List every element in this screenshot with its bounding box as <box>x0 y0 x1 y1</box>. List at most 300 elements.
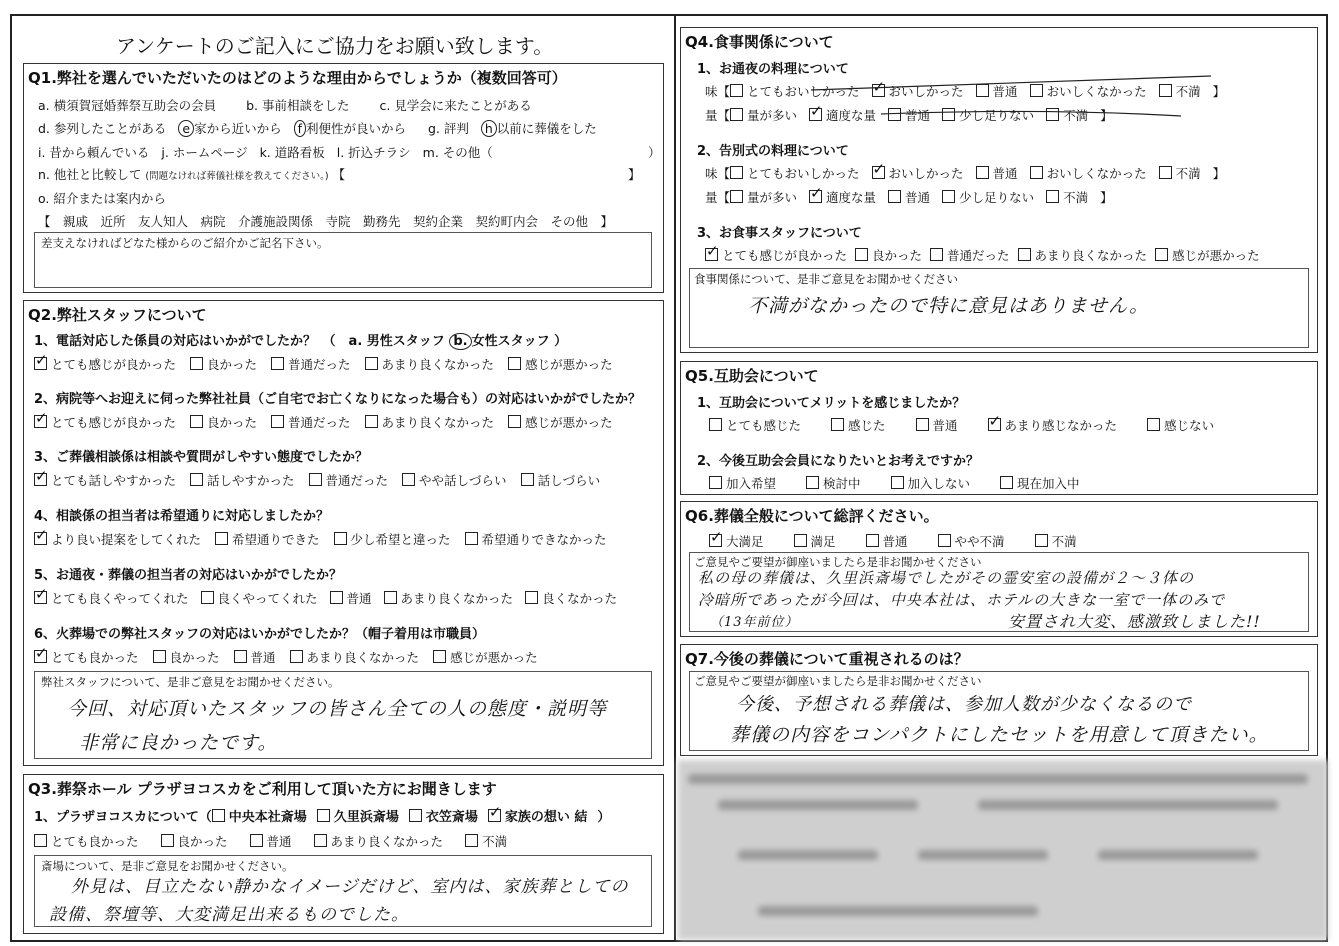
checkbox-icon[interactable] <box>916 418 929 431</box>
q2-s5-options-option-label: 良くやってくれた <box>217 591 318 606</box>
q4-s2-taste-options-option-label: 不満 <box>1175 166 1201 181</box>
q2-s2-options-option-label: あまり良くなかった <box>381 415 495 430</box>
q3-hall-option-3[interactable] <box>409 810 478 825</box>
q3-options-option-3[interactable] <box>250 834 292 849</box>
q1-option-m[interactable]: m. その他（ <box>422 145 493 160</box>
q1-option-k[interactable]: k. 道路看板 <box>259 145 325 160</box>
checkbox-icon[interactable] <box>730 166 743 179</box>
q5-s1-options-option-label: 感じない <box>1164 418 1215 433</box>
q6-section <box>680 501 1318 637</box>
q6-title: Q6.葬儀全般について総評ください。 <box>685 507 939 525</box>
q3-options-option-4[interactable] <box>314 834 444 849</box>
q4-s1-taste-options-option-label: 普通 <box>992 84 1018 99</box>
checkbox-icon[interactable] <box>250 834 263 847</box>
q4-s2-qty-options-option-label: 量が多い <box>747 190 798 205</box>
q2-s6-options-option-3[interactable] <box>234 650 276 665</box>
checkbox-icon[interactable] <box>521 473 534 486</box>
checkbox-icon[interactable] <box>1030 166 1043 179</box>
q2-s4-options <box>34 530 621 548</box>
q2-s5-options-option-2[interactable] <box>201 591 318 606</box>
checkbox-icon[interactable] <box>309 473 322 486</box>
q1-referral-list: 【 親戚 近所 友人知人 病院 介護施設関係 寺院 勤務先 契約企業 契約町内会 その他 】 <box>38 214 614 229</box>
q4-s2-qty-options-option-label: 不満 <box>1063 190 1089 205</box>
q4-s1-qty-options-option-label: 適度な量 <box>826 108 877 123</box>
q4-s3-options-option-label: 普通だった <box>947 248 1010 263</box>
q4-s3-title: 3、お食事スタッフについて <box>697 226 862 241</box>
q1-option-n-note: (問題なければ葬儀社様を教えてください。) <box>145 171 329 182</box>
checkbox-icon[interactable] <box>709 476 722 489</box>
q6-options-option-4[interactable] <box>938 534 1005 549</box>
q4-s2-taste-options-option-1[interactable] <box>730 166 860 181</box>
checkbox-icon[interactable] <box>234 650 247 663</box>
q2-s2-options-option-label: 良かった <box>207 415 258 430</box>
q2-s4-options-option-4[interactable] <box>465 532 607 547</box>
checkbox-icon[interactable] <box>34 532 47 545</box>
q2-s4-options-option-1[interactable] <box>34 532 201 547</box>
checkbox-icon[interactable] <box>190 473 203 486</box>
q4-s2-taste-label: 味【 <box>705 166 731 181</box>
q1-option-g[interactable]: g. 評判 <box>427 121 469 136</box>
q2-s6-title: 6、火葬場での弊社スタッフの対応はいかがでしたか？（帽子着用は市職員） <box>34 627 486 642</box>
checkbox-icon[interactable] <box>1046 190 1059 203</box>
q1-option-a[interactable]: a. 横須賀冠婚葬祭互助会の会員 <box>38 98 217 113</box>
q4-s2-taste-options-option-label: とてもおいしかった <box>747 166 860 181</box>
checkbox-icon[interactable] <box>365 415 378 428</box>
q2-s4-options-option-3[interactable] <box>334 532 451 547</box>
q5-s2-options-option-label: 検討中 <box>823 476 861 491</box>
q5-s1-options-option-label: とても感じた <box>726 418 802 433</box>
q4-s2-qty-options-option-4[interactable] <box>942 190 1034 205</box>
q4-s2-taste-options-option-3[interactable] <box>976 166 1018 181</box>
q2-s5-options-option-5[interactable] <box>525 591 617 606</box>
q1-option-d[interactable]: d. 参列したことがある <box>38 121 167 136</box>
q4-s1-qty-options-option-label: 普通 <box>905 108 931 123</box>
q2-section <box>23 300 664 766</box>
q2-s3-options-option-4[interactable] <box>402 473 507 488</box>
q6-options-option-5[interactable] <box>1035 534 1077 549</box>
checkbox-icon[interactable] <box>1000 476 1013 489</box>
q2-s4-options-option-label: 少し希望と違った <box>350 532 451 547</box>
q3-hall-option-2[interactable] <box>317 810 399 825</box>
q1-section <box>23 63 664 293</box>
q2-comment-label: 弊社スタッフについて、是非ご意見をお聞かせください。 <box>41 675 340 689</box>
q2-s6-options-option-label: 普通 <box>250 650 276 665</box>
q1-option-i[interactable]: i. 昔から頼んでいる <box>38 145 150 160</box>
checkbox-icon[interactable] <box>433 650 446 663</box>
q6-options-option-2[interactable] <box>794 534 836 549</box>
q5-section <box>680 361 1318 495</box>
checkbox-icon[interactable] <box>866 534 879 547</box>
checkbox-icon[interactable] <box>705 248 718 261</box>
q3-hall-option-4[interactable] <box>488 810 588 825</box>
q4-s2-qty-row <box>705 188 1113 206</box>
q4-s3-options-option-label: あまり良くなかった <box>1034 248 1148 263</box>
q2-s3-options-option-label: とても話しやすかった <box>51 473 177 488</box>
q4-s2-qty-options-option-3[interactable] <box>888 190 930 205</box>
q2-comment-box[interactable] <box>34 671 652 759</box>
checkbox-icon[interactable] <box>1155 248 1168 261</box>
q5-s2-options-option-1[interactable] <box>709 476 776 491</box>
q4-s2-taste-options-option-4[interactable] <box>1030 166 1147 181</box>
q5-s1-options <box>709 416 1244 434</box>
checkbox-icon[interactable] <box>709 534 722 547</box>
q4-s2-taste-row <box>705 164 1225 182</box>
q1-row4 <box>38 165 345 183</box>
q1-option-e[interactable]: 家から近いから <box>194 121 282 136</box>
checkbox-icon[interactable] <box>190 357 203 370</box>
q4-s1-taste-options-option-label: とてもおいしかった <box>747 84 860 99</box>
checkbox-icon[interactable] <box>290 650 303 663</box>
checkbox-icon[interactable] <box>34 473 47 486</box>
checkbox-icon[interactable] <box>34 834 47 847</box>
checkbox-icon[interactable] <box>891 476 904 489</box>
q6-options-option-label: 不満 <box>1051 534 1077 549</box>
q5-s1-options-option-5[interactable] <box>1147 418 1214 433</box>
q4-s2-qty-options-option-1[interactable] <box>730 190 797 205</box>
checkbox-icon[interactable] <box>942 190 955 203</box>
q5-s1-options-option-label: あまり感じなかった <box>1004 418 1118 433</box>
q2-s3-options-option-label: 話しやすかった <box>207 473 295 488</box>
q3-options-option-label: あまり良くなかった <box>330 834 444 849</box>
q5-s2-options-option-label: 現在加入中 <box>1017 476 1080 491</box>
q4-s1-title: 1、お通夜の料理について <box>697 62 849 77</box>
q4-s3-options-option-label: とても感じが良かった <box>722 248 848 263</box>
checkbox-icon[interactable] <box>508 357 521 370</box>
q3-comment-box[interactable] <box>34 855 652 927</box>
q5-s1-options-option-4[interactable] <box>988 418 1118 433</box>
q3-options-option-5[interactable] <box>465 834 507 849</box>
q3-options-option-label: 不満 <box>482 834 508 849</box>
q1-option-n[interactable]: n. 他社と比較して <box>38 167 142 182</box>
checkbox-icon[interactable] <box>384 591 397 604</box>
q6-handwritten-line2: 冷暗所であったが今回は、中央本社は、ホテルの大きな一室で一体のみで <box>698 591 1226 609</box>
q2-s1-female-circle[interactable]: b. <box>449 333 471 350</box>
q3-title: Q3.葬祭ホール プラザヨコスカをご利用して頂いた方にお聞きします <box>28 780 497 798</box>
checkbox-icon[interactable] <box>334 532 347 545</box>
q5-s1-options-option-3[interactable] <box>916 418 958 433</box>
q1-circle-e[interactable]: e <box>178 120 194 137</box>
q2-s1-options-option-5[interactable] <box>508 357 613 372</box>
q4-s2-taste-options-option-label: おいしかった <box>888 166 964 181</box>
q4-s1-taste-options-option-label: おいしくなかった <box>1046 84 1147 99</box>
q4-s3-options-option-2[interactable] <box>855 248 922 263</box>
q3-s1-close: ） <box>597 810 611 825</box>
checkbox-icon[interactable] <box>465 834 478 847</box>
q2-s5-options-option-1[interactable] <box>34 591 189 606</box>
q4-s1-qty-close: 】 <box>1100 108 1113 123</box>
q2-s5-options-option-label: 普通 <box>346 591 372 606</box>
q1-row3 <box>38 143 493 161</box>
q2-s2-title: 2、病院等へお迎えに伺った弊社社員（ご自宅でお亡くなりになった場合も）の対応はいかがでしたか？ <box>34 392 642 407</box>
checkbox-icon[interactable] <box>888 190 901 203</box>
q4-comment-box[interactable] <box>689 268 1309 348</box>
q4-s1-taste-label: 味【 <box>705 84 731 99</box>
q3-options-option-2[interactable] <box>161 834 228 849</box>
redacted-info-area <box>678 760 1328 940</box>
q4-s2-qty-options-option-5[interactable] <box>1046 190 1088 205</box>
q3-handwritten-line2: 設備、祭壇等、大変満足出来るものでした。 <box>49 905 409 925</box>
q2-s4-title: 4、相談係の担当者は希望通りに対応しましたか？ <box>34 509 330 524</box>
q3-hall-label: 衣笠斎場 <box>425 810 478 825</box>
q4-s1-qty-label: 量【 <box>705 108 731 123</box>
q1-row1 <box>38 96 532 114</box>
q4-s2-qty-options-option-2[interactable] <box>809 190 876 205</box>
q3-options-option-1[interactable] <box>34 834 139 849</box>
q1-option-n-close: 】 <box>628 167 641 182</box>
q2-s5-options <box>34 589 629 607</box>
q7-comment-box[interactable] <box>689 671 1309 751</box>
q6-options-option-3[interactable] <box>866 534 908 549</box>
checkbox-icon[interactable] <box>201 591 214 604</box>
q2-s3-options <box>34 471 614 489</box>
q1-option-o[interactable]: o. 紹介または案内から <box>38 191 166 206</box>
q7-handwritten-line2: 葬儀の内容をコンパクトにしたセットを用意して頂きたい。 <box>730 724 1269 746</box>
q2-s6-options-option-label: 感じが悪かった <box>450 650 538 665</box>
q1-comment-box[interactable] <box>34 232 652 288</box>
q5-title: Q5.互助会について <box>685 367 819 385</box>
q3-hall-label: 中央本社斎場 <box>228 810 307 825</box>
q4-scribble-lines <box>741 70 1261 120</box>
q2-s1-options-option-label: 感じが悪かった <box>525 357 613 372</box>
q4-s3-options-option-3[interactable] <box>930 248 1010 263</box>
q4-comment-label: 食事関係について、是非ご意見をお聞かせください <box>694 272 959 286</box>
q4-s1-qty-options-option-label: 少し足りない <box>959 108 1035 123</box>
q7-comment-label: ご意見やご要望が御座いましたら是非お聞かせください <box>694 674 982 688</box>
q4-s2-taste-options-option-label: 普通 <box>992 166 1018 181</box>
q4-title: Q4.食事関係について <box>685 33 834 51</box>
checkbox-icon[interactable] <box>976 166 989 179</box>
q1-comment-label: 差支えなければどなた様からのご紹介かご記名下さい。 <box>41 236 329 250</box>
q5-s2-options-option-2[interactable] <box>806 476 861 491</box>
checkbox-icon[interactable] <box>730 190 743 203</box>
q5-s1-options-option-label: 感じた <box>848 418 886 433</box>
q4-s2-taste-options-option-label: おいしくなかった <box>1046 166 1147 181</box>
q1-option-h[interactable]: 以前に葬儀をした <box>496 121 597 136</box>
q2-s5-options-option-label: 良くなかった <box>542 591 618 606</box>
q7-section <box>680 644 1318 756</box>
q2-s2-options-option-2[interactable] <box>190 415 257 430</box>
q5-s1-options-option-2[interactable] <box>831 418 886 433</box>
q2-s3-options-option-2[interactable] <box>190 473 295 488</box>
q4-s2-taste-options <box>730 166 1213 181</box>
checkbox-icon[interactable] <box>988 418 1001 431</box>
checkbox-icon[interactable] <box>930 248 943 261</box>
q1-option-n-open: 【 <box>332 167 346 182</box>
checkbox-icon[interactable] <box>525 591 538 604</box>
checkbox-icon[interactable] <box>465 532 478 545</box>
q4-s3-options-option-5[interactable] <box>1155 248 1260 263</box>
q2-s2-options-option-3[interactable] <box>271 415 351 430</box>
q3-section <box>23 774 664 934</box>
q2-s4-options-option-label: より良い提案をしてくれた <box>51 532 202 547</box>
q6-options-option-label: やや不満 <box>954 534 1005 549</box>
q3-options <box>34 832 529 850</box>
q4-s2-qty-close: 】 <box>1100 190 1113 205</box>
survey-title: アンケートのご記入にご協力をお願い致します。 <box>116 34 554 58</box>
q2-s2-options-option-label: とても感じが良かった <box>51 415 177 430</box>
q1-circle-h[interactable]: h <box>481 120 497 137</box>
q3-hall-label: 久里浜斎場 <box>333 810 399 825</box>
checkbox-icon[interactable] <box>508 415 521 428</box>
q6-comment-label: ご意見やご要望が御座いましたら是非お聞かせください <box>694 555 982 569</box>
q2-s5-options-option-label: とても良くやってくれた <box>51 591 189 606</box>
q2-s1-options-option-label: 普通だった <box>288 357 351 372</box>
checkbox-icon[interactable] <box>1035 534 1048 547</box>
q2-s1-options-option-3[interactable] <box>271 357 351 372</box>
q2-s1-title <box>34 330 567 350</box>
q4-s2-title: 2、告別式の料理について <box>697 144 849 159</box>
q2-s1-options-option-2[interactable] <box>190 357 257 372</box>
q2-s1-title-text: 1、電話対応した係員の対応はいかがでしたか？ （ a. 男性スタッフ <box>34 334 445 349</box>
checkbox-icon[interactable] <box>855 248 868 261</box>
checkbox-icon[interactable] <box>190 415 203 428</box>
q1-option-l[interactable]: l. 折込チラシ <box>336 145 411 160</box>
q4-s3-options-option-4[interactable] <box>1018 248 1148 263</box>
q2-s4-options-option-2[interactable] <box>215 532 320 547</box>
q5-s2-options-option-4[interactable] <box>1000 476 1080 491</box>
q6-handwritten-line1: 私の母の葬儀は、久里浜斎場でしたがその霊安室の設備が２～３体の <box>698 569 1195 587</box>
q3-handwritten-line1: 外見は、目立たない静かなイメージだけど、室内は、家族葬としての <box>71 877 629 897</box>
q4-section <box>680 27 1318 353</box>
checkbox-icon[interactable] <box>831 418 844 431</box>
q6-handwritten-line4: 安置され大変、感激致しました!! <box>1008 612 1261 631</box>
q2-title: Q2.弊社スタッフについて <box>28 306 207 324</box>
q5-s2-options-option-3[interactable] <box>891 476 971 491</box>
q6-options <box>709 532 1107 550</box>
q2-s5-options-option-3[interactable] <box>330 591 372 606</box>
q2-s2-options <box>34 413 627 431</box>
q5-s2-options-option-label: 加入希望 <box>726 476 777 491</box>
q4-s2-qty-options <box>730 190 1100 205</box>
checkbox-icon[interactable] <box>215 532 228 545</box>
checkbox-icon[interactable] <box>34 650 47 663</box>
q2-s1-options-option-1[interactable] <box>34 357 176 372</box>
q2-s6-options-option-5[interactable] <box>433 650 538 665</box>
q6-comment-box[interactable] <box>689 552 1309 632</box>
q2-s6-options-option-label: とても良かった <box>51 650 139 665</box>
q1-option-c[interactable]: c. 見学会に来たことがある <box>379 98 532 113</box>
q2-s2-options-option-5[interactable] <box>508 415 613 430</box>
q3-options-option-label: 普通 <box>266 834 292 849</box>
q1-option-b[interactable]: b. 事前相談をした <box>246 98 350 113</box>
q1-option-f[interactable]: 利便性が良いから <box>305 121 406 136</box>
q4-s2-qty-options-option-label: 普通 <box>905 190 931 205</box>
q2-s3-options-option-5[interactable] <box>521 473 601 488</box>
q1-row2 <box>38 119 597 137</box>
q2-s1-options-option-4[interactable] <box>365 357 495 372</box>
checkbox-icon[interactable] <box>317 809 330 822</box>
q3-s1-title <box>34 806 610 825</box>
q3-halls <box>212 810 598 825</box>
checkbox-icon[interactable] <box>271 357 284 370</box>
q4-s1-taste-options-option-label: おいしかった <box>888 84 964 99</box>
checkbox-icon[interactable] <box>938 534 951 547</box>
q7-handwritten-line1: 今後、予想される葬儀は、参加人数が少なくなるので <box>736 694 1192 715</box>
q2-handwritten-line2: 非常に良かったです。 <box>79 732 278 754</box>
q1-circle-f[interactable]: f <box>294 120 306 137</box>
q6-options-option-1[interactable] <box>709 534 764 549</box>
q2-s5-options-option-4[interactable] <box>384 591 514 606</box>
q2-s3-options-option-label: 普通だった <box>325 473 389 488</box>
checkbox-icon[interactable] <box>794 534 807 547</box>
q4-s2-taste-options-option-2[interactable] <box>872 166 964 181</box>
q2-handwritten-line1: 今回、対応頂いたスタッフの皆さん全ての人の態度・説明等 <box>67 698 608 720</box>
checkbox-icon[interactable] <box>365 357 378 370</box>
q5-s2-options-option-label: 加入しない <box>907 476 971 491</box>
checkbox-icon[interactable] <box>34 591 47 604</box>
q1-option-j[interactable]: j. ホームページ <box>161 145 248 160</box>
checkbox-icon[interactable] <box>34 415 47 428</box>
checkbox-icon[interactable] <box>872 166 885 179</box>
q2-s3-options-option-3[interactable] <box>309 473 389 488</box>
q5-s1-options-option-1[interactable] <box>709 418 801 433</box>
q5-s2-options <box>709 474 1110 492</box>
checkbox-icon[interactable] <box>709 418 722 431</box>
checkbox-icon[interactable] <box>806 476 819 489</box>
checkbox-icon[interactable] <box>1147 418 1160 431</box>
q1-title: Q1.弊社を選んでいただいたのはどのような理由からでしょうか（複数回答可） <box>28 69 567 87</box>
q2-s5-title: 5、お通夜・葬儀の担当者の対応はいかがでしたか？ <box>34 568 343 583</box>
checkbox-icon[interactable] <box>1018 248 1031 261</box>
checkbox-icon[interactable] <box>402 473 415 486</box>
q2-s3-options-option-1[interactable] <box>34 473 176 488</box>
checkbox-icon[interactable] <box>1159 166 1172 179</box>
q4-s3-options-option-1[interactable] <box>705 248 847 263</box>
q3-hall-option-1[interactable] <box>212 810 307 825</box>
q4-s1-qty-options-option-label: 量が多い <box>747 108 798 123</box>
q2-s1-options-option-label: 良かった <box>207 357 258 372</box>
column-divider <box>674 14 676 942</box>
checkbox-icon[interactable] <box>409 809 422 822</box>
q2-s6-options-option-1[interactable] <box>34 650 139 665</box>
checkbox-icon[interactable] <box>271 415 284 428</box>
q3-options-option-label: とても良かった <box>51 834 139 849</box>
q4-s3-options <box>705 246 1268 264</box>
checkbox-icon[interactable] <box>212 809 225 822</box>
q3-comment-label: 斎場について、是非ご意見をお聞かせください。 <box>41 859 294 873</box>
q2-s6-options-option-2[interactable] <box>153 650 220 665</box>
q2-s3-title: 3、ご葬儀相談係は相談や質問がしやすい態度でしたか？ <box>34 450 369 465</box>
checkbox-icon[interactable] <box>153 650 166 663</box>
q3-s1-title-text: 1、プラザヨコスカについて（ <box>34 810 212 825</box>
q2-s1-options-option-label: とても感じが良かった <box>51 357 177 372</box>
q2-s1-options <box>34 355 627 373</box>
q4-s2-qty-label: 量【 <box>705 190 731 205</box>
q2-s2-options-option-1[interactable] <box>34 415 176 430</box>
q1-option-m-close: ） <box>648 145 661 160</box>
checkbox-icon[interactable] <box>488 809 501 822</box>
q2-s1-options-option-label: あまり良くなかった <box>381 357 495 372</box>
checkbox-icon[interactable] <box>161 834 174 847</box>
q4-s2-taste-close: 】 <box>1212 166 1226 181</box>
q6-options-option-label: 大満足 <box>726 534 764 549</box>
q6-options-option-label: 普通 <box>882 534 908 549</box>
q4-s2-taste-options-option-5[interactable] <box>1159 166 1201 181</box>
q2-s3-options-option-label: やや話しづらい <box>419 473 507 488</box>
checkbox-icon[interactable] <box>330 591 343 604</box>
checkbox-icon[interactable] <box>314 834 327 847</box>
q4-s3-options-option-label: 感じが悪かった <box>1172 248 1260 263</box>
q5-s2-title: 2、今後互助会会員になりたいとお考えですか？ <box>697 454 980 469</box>
q5-s1-title: 1、互助会についてメリットを感じましたか？ <box>697 396 966 411</box>
checkbox-icon[interactable] <box>809 190 822 203</box>
q2-s6-options <box>34 648 552 666</box>
q2-s2-options-option-4[interactable] <box>365 415 495 430</box>
q2-s3-options-option-label: 話しづらい <box>537 473 601 488</box>
q2-s6-options-option-4[interactable] <box>290 650 420 665</box>
checkbox-icon[interactable] <box>34 357 47 370</box>
q6-handwritten-line3: （13年前位） <box>710 615 799 630</box>
